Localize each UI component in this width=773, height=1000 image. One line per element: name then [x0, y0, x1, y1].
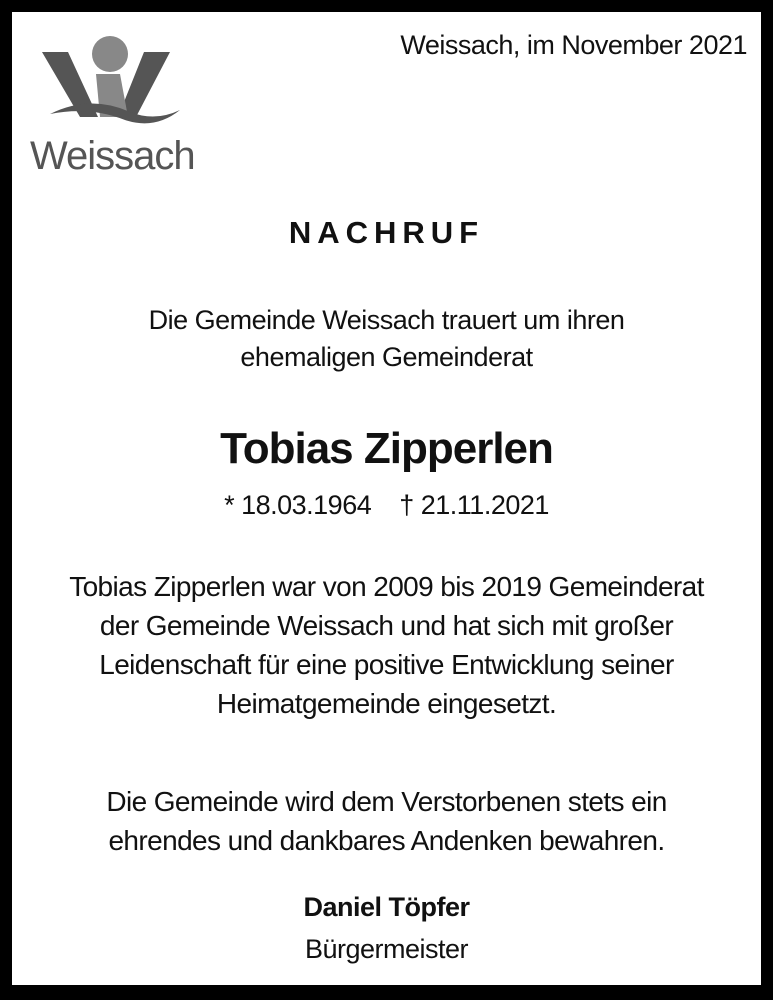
life-dates	[12, 490, 761, 521]
obituary-notice	[12, 12, 761, 985]
tribute-text	[12, 567, 761, 723]
place-date: Weissach, im November 2021	[400, 30, 747, 60]
birth-date: * 18.03.1964	[224, 490, 372, 520]
remembrance-line: Die Gemeinde wird dem Verstorbenen stets ein	[106, 786, 667, 817]
notice-title: NACHRUF	[288, 215, 485, 250]
tribute-line: Tobias Zipperlen war von 2009 bis 2019 Gemeinderat	[69, 571, 704, 602]
signer-role: Bürgermeister	[304, 934, 469, 964]
tribute-line: der Gemeinde Weissach und hat sich mit großer	[99, 610, 674, 641]
intro-text	[12, 302, 761, 376]
weissach-logo	[20, 22, 195, 182]
remembrance-text	[12, 782, 761, 860]
intro-line: ehemaligen Gemeinderat	[240, 342, 533, 372]
death-date: † 21.11.2021	[399, 490, 549, 520]
tribute-line: Heimatgemeinde eingesetzt.	[216, 688, 557, 719]
intro-line: Die Gemeinde Weissach trauert um ihren	[148, 305, 625, 335]
deceased-name: Tobias Zipperlen	[220, 424, 553, 473]
remembrance-line: ehrendes und dankbares Andenken bewahren.	[108, 825, 665, 856]
tribute-line: Leidenschaft für eine positive Entwicklung seiner	[99, 649, 674, 680]
logo-text: Weissach	[30, 134, 195, 178]
signer-name: Daniel Töpfer	[303, 892, 470, 922]
weissach-emblem-icon	[20, 22, 195, 132]
